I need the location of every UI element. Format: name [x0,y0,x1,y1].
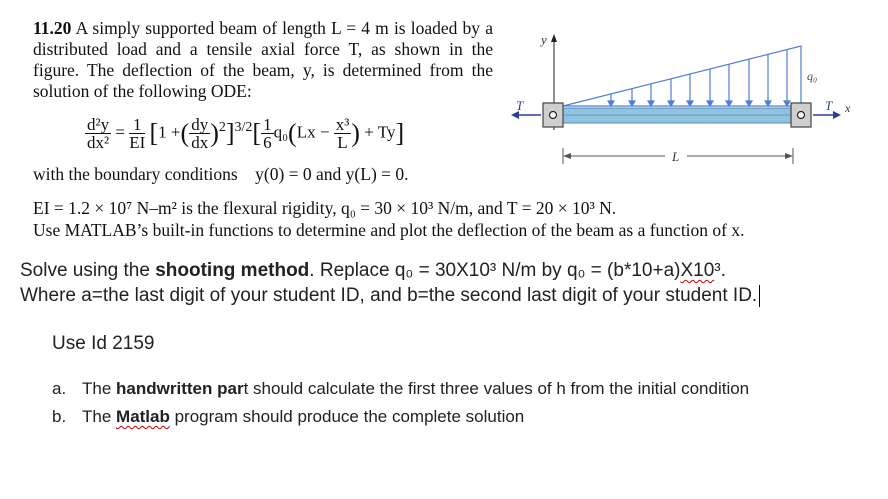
left-paren: ( [180,118,190,148]
bc-prefix: with the boundary conditions [33,164,238,184]
q0-symbol: q₀ [273,122,289,142]
matlab-text: Matlab [116,407,170,426]
coef-den: EI [129,133,146,152]
solve-line-1-b: . Replace q₀ = 30X10³ N/m by q₀ = (b*10+a) [309,260,681,281]
x-axis-label: x [845,101,851,115]
task-a-marker: a. [52,379,67,398]
coef-num: 1 [129,116,145,134]
right-paren-2: ) [351,118,360,148]
equals-sign: = [115,122,130,142]
task-list [52,375,749,431]
task-item-a [52,375,749,403]
right-pin [798,112,805,119]
left-pin [550,112,557,119]
flexural-rigidity-line: EI = 1.2 × 10⁷ N–m² is the flexural rigidity, q₀ = 30 × 10³ N/m, and T = 20 × 10³ N. [33,198,617,218]
beam [553,108,801,123]
problem-text: A simply supported beam of length L = 4 m is loaded by a distributed load and a tensile axial force T, as shown in the figure. The deflection of the beam, y, is determined from the solution of the following ODE: [33,18,493,101]
exp-outer: 3/2 [234,119,253,135]
part-text: par [217,379,244,398]
length-dim-arrow-left [563,153,571,159]
sixth-den: 6 [263,133,272,152]
solve-line-1-a: Solve using the [20,260,156,281]
sixth-num: 1 [263,115,272,134]
solve-line-2-text: Where a=the last digit of your student ID, and b=the second last digit of your student ID. [20,285,758,306]
x3-num: x³ [335,115,350,134]
solve-instructions [20,258,760,308]
shooting-method-text: shooting method [155,260,310,281]
bc-equation: y(0) = 0 and y(L) = 0. [255,164,409,184]
y-axis-arrowhead [551,34,557,42]
exp-inner: 2 [218,119,226,135]
left-paren-2: ( [288,118,297,148]
solve-line-1 [20,258,760,283]
ode-equation [85,116,404,151]
length-label: L [672,149,680,164]
deriv-num: dy [191,115,209,134]
task-b-pre: The [82,407,117,426]
task-a-pre: The [82,379,117,398]
lx-term: Lx − [296,122,330,142]
right-tension-arrowhead [833,111,841,119]
right-paren: ) [210,118,219,148]
right-bracket: ] [225,118,235,148]
distributed-load-triangle [563,46,801,106]
task-b-marker: b. [52,407,67,426]
task-a-post: t should calculate the first three values of h from the initial condition [243,379,750,398]
use-id: Use Id 2159 [52,333,155,354]
length-dim-arrow-right [785,153,793,159]
handwritten-text: handwritten [116,379,213,398]
x3-fraction [334,116,352,151]
solve-line-1-c: ³. [714,260,726,281]
beam-figure [505,24,865,174]
deriv-den: dx [191,133,209,152]
task-b-post: program should produce the complete solution [169,407,525,426]
x3-den: L [337,133,348,152]
text-cursor [759,285,760,307]
q0-figure-label: q₀ [807,69,818,83]
problem-number: 11.20 [33,18,72,38]
y-axis-label: y [541,32,547,47]
deriv-fraction [189,116,210,151]
solve-line-2 [20,283,760,308]
left-bracket: [ [149,118,159,148]
problem-statement [33,18,493,102]
sixth-fraction [261,116,274,151]
boundary-conditions [33,164,409,185]
coef-fraction [129,116,145,151]
bracket-one: 1 + [158,122,181,142]
ty-term: + Ty [364,122,396,142]
matlab-instruction-line: Use MATLAB’s built-in functions to determine and plot the deflection of the beam as a function of x. [33,220,745,240]
task-item-b [52,403,749,431]
lhs-fraction [85,116,111,151]
lhs-den: dx² [87,133,110,152]
spellcheck-flag-x10: X10 [680,260,715,281]
right-bracket-2: ] [395,118,405,148]
left-bracket-2: [ [252,118,262,148]
lhs-num: d²y [87,115,110,134]
right-tension-label: T [825,98,833,113]
left-tension-label: T [516,98,524,113]
